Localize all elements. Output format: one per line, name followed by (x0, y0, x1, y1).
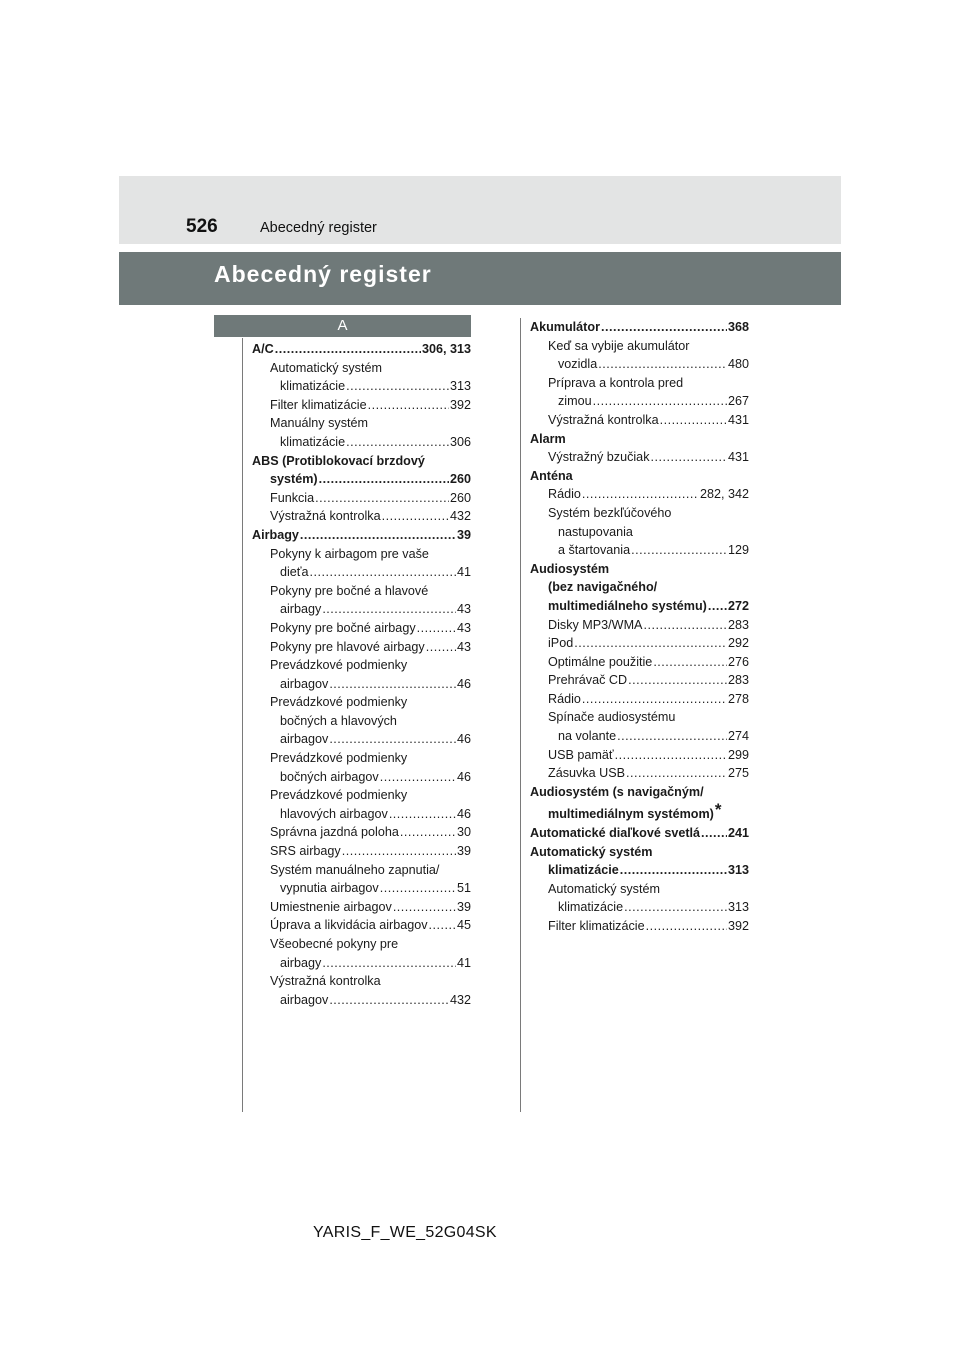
dot-leader (346, 433, 449, 452)
index-entry (530, 917, 749, 936)
entry-label: USB pamäť (548, 747, 614, 762)
dot-leader (315, 489, 449, 508)
entry-label: Funkcia (270, 490, 315, 505)
index-entry (252, 340, 471, 359)
dot-leader (382, 507, 449, 526)
heading-text: Manuálny systém (270, 416, 368, 431)
dot-leader (660, 411, 727, 430)
dot-leader (708, 597, 727, 616)
index-entry (252, 563, 471, 582)
entry-label: systém) (270, 472, 318, 487)
dot-leader (651, 448, 727, 467)
dot-leader (620, 861, 727, 880)
dot-leader (593, 392, 727, 411)
heading-text: Systém bezkľúčového (548, 505, 672, 520)
heading-text: Automatický systém (530, 844, 653, 859)
page-number: 526 (186, 216, 218, 237)
index-column-left (252, 340, 471, 1009)
entry-label: Umiestnenie airbagov (270, 899, 392, 914)
index-heading (252, 359, 471, 378)
dot-leader (329, 730, 456, 749)
index-entry (252, 470, 471, 489)
dot-leader (368, 396, 449, 415)
section-name: Abecedný register (260, 220, 377, 236)
heading-text: Keď sa vybije akumulátor (548, 338, 690, 353)
entry-page: 276 (727, 654, 749, 669)
index-entry (530, 485, 749, 504)
index-entry (252, 396, 471, 415)
entry-label: klimatizácie (280, 434, 346, 449)
index-entry (530, 746, 749, 765)
entry-page: 43 (456, 602, 471, 617)
dot-leader (346, 377, 449, 396)
dot-leader (329, 991, 449, 1010)
dot-leader (429, 916, 456, 935)
entry-page: 313 (727, 863, 749, 878)
dot-leader (582, 690, 727, 709)
index-entry (530, 764, 749, 783)
heading-text: Spínače audiosystému (548, 710, 676, 725)
dot-leader (380, 768, 456, 787)
index-heading (530, 560, 749, 579)
index-entry (530, 653, 749, 672)
index-entry (530, 861, 749, 880)
entry-page: 241 (727, 826, 749, 841)
dot-leader (601, 318, 727, 337)
entry-label: airbagov (280, 676, 329, 691)
heading-text: Audiosystém (s navigačným/ (530, 784, 704, 799)
entry-label: hlavových airbagov (280, 806, 388, 821)
entry-page: 292 (727, 636, 749, 651)
entry-label: iPod (548, 636, 574, 651)
entry-page: 41 (456, 955, 471, 970)
entry-page: 272 (727, 598, 749, 613)
dot-leader (617, 727, 727, 746)
index-entry (252, 507, 471, 526)
entry-label: Výstražný bzučiak (548, 450, 650, 465)
entry-label: Úprava a likvidácia airbagov (270, 918, 428, 933)
dot-leader (624, 898, 727, 917)
entry-label: SRS airbagy (270, 844, 341, 859)
entry-label: Filter klimatizácie (548, 919, 645, 933)
index-entry (530, 690, 749, 709)
index-entry (252, 526, 471, 545)
dot-leader (380, 879, 456, 898)
entry-page: 46 (456, 676, 471, 691)
entry-page: 39 (456, 844, 471, 859)
index-heading (252, 972, 471, 991)
dot-leader (400, 823, 456, 842)
dot-leader (329, 675, 456, 694)
entry-page: 299 (727, 747, 749, 762)
entry-page: 45 (456, 918, 471, 933)
heading-text: Všeobecné pokyny pre (270, 937, 399, 951)
entry-page: 129 (727, 543, 749, 558)
index-heading (252, 414, 471, 433)
index-heading (252, 712, 471, 731)
dot-leader (701, 824, 727, 843)
header-band (119, 176, 841, 244)
index-heading (252, 582, 471, 601)
dot-leader (653, 653, 727, 672)
entry-label: Zásuvka USB (548, 766, 625, 781)
index-entry (252, 991, 471, 1010)
heading-text: Pokyny pre bočné a hlavové (270, 583, 429, 598)
index-heading (252, 545, 471, 564)
entry-page: 39 (456, 899, 471, 914)
entry-label: klimatizácie (558, 900, 624, 915)
heading-text: bočných a hlavových (280, 713, 397, 728)
index-entry (252, 600, 471, 619)
index-entry (252, 768, 471, 787)
entry-page: 306 (449, 434, 471, 449)
entry-label: klimatizácie (548, 863, 619, 878)
index-heading (252, 786, 471, 805)
dot-leader (643, 616, 727, 635)
entry-page: 368 (727, 320, 749, 334)
heading-text: Prevádzkové podmienky (270, 751, 408, 766)
heading-text: Pokyny k airbagom pre vaše (270, 546, 429, 561)
entry-label: Správna jazdná poloha (270, 825, 399, 840)
index-heading (530, 504, 749, 523)
entry-label: na volante (558, 729, 617, 744)
index-heading (530, 467, 749, 486)
dot-leader (628, 671, 727, 690)
entry-page: 274 (727, 729, 749, 744)
index-entry (252, 842, 471, 861)
entry-page: 392 (449, 397, 471, 412)
heading-text: ABS (Protiblokovací brzdový (252, 453, 425, 468)
entry-page: 260 (449, 490, 471, 505)
entry-label: dieťa (280, 565, 309, 580)
dot-leader (631, 541, 727, 560)
entry-label: A/C (252, 342, 274, 356)
dot-leader (582, 485, 699, 504)
index-entry (530, 411, 749, 430)
entry-label: airbagov (280, 732, 329, 747)
dot-leader (322, 954, 456, 973)
entry-page: 39 (456, 527, 471, 542)
column-divider-left (242, 338, 243, 1112)
entry-label: Rádio (548, 691, 581, 706)
entry-page: 431 (727, 450, 749, 465)
dot-leader (389, 805, 456, 824)
entry-page: 283 (727, 673, 749, 688)
entry-page: 480 (727, 357, 749, 372)
index-entry (530, 541, 749, 560)
entry-label: Airbagy (252, 527, 299, 542)
index-entry (252, 879, 471, 898)
index-heading (530, 843, 749, 862)
dot-leader (615, 746, 727, 765)
heading-text: Systém manuálneho zapnutia/ (270, 862, 440, 877)
dot-leader (426, 638, 456, 657)
heading-text: Prevádzkové podmienky (270, 658, 408, 673)
dot-leader (646, 917, 727, 936)
index-heading (530, 523, 749, 542)
index-entry (530, 727, 749, 746)
entry-label: zimou (558, 394, 592, 409)
index-entry (252, 954, 471, 973)
footnote-star: * (714, 800, 722, 820)
index-heading (530, 337, 749, 356)
entry-label: multimediálneho systému) (548, 598, 707, 613)
heading-text: Automatický systém (548, 881, 660, 896)
entry-page: 43 (456, 620, 471, 635)
entry-label: airbagov (280, 992, 329, 1007)
entry-page: 306, 313 (421, 342, 471, 356)
entry-page: 46 (456, 806, 471, 821)
heading-text: Výstražná kontrolka (270, 974, 381, 989)
entry-page: 313 (449, 379, 471, 394)
entry-page: 43 (456, 639, 471, 654)
index-entry (252, 730, 471, 749)
index-entry (252, 898, 471, 917)
entry-page: 46 (456, 732, 471, 747)
index-entry (530, 898, 749, 917)
index-heading (530, 783, 749, 802)
entry-label: Akumulátor (530, 320, 600, 334)
index-entry (252, 619, 471, 638)
entry-label: Automatické diaľkové svetlá (530, 826, 701, 841)
dot-leader (319, 470, 449, 489)
dot-leader (417, 619, 456, 638)
entry-page: 267 (727, 394, 749, 409)
index-entry (252, 823, 471, 842)
heading-text: Prevádzkové podmienky (270, 695, 408, 710)
entry-label: Výstražná kontrolka (270, 509, 381, 524)
index-entry (252, 433, 471, 452)
entry-page: 275 (727, 766, 749, 781)
entry-page: 260 (449, 472, 471, 487)
index-heading (530, 708, 749, 727)
entry-label: Výstražná kontrolka (548, 412, 659, 427)
dot-leader (574, 634, 727, 653)
index-heading (252, 861, 471, 880)
dot-leader (626, 764, 727, 783)
index-column-right (530, 318, 749, 936)
entry-label: airbagy (280, 955, 322, 970)
index-entry (252, 489, 471, 508)
page-title: Abecedný register (214, 261, 432, 287)
entry-label: Pokyny pre hlavové airbagy (270, 639, 425, 654)
entry-page: 432 (449, 992, 471, 1007)
index-entry (530, 671, 749, 690)
dot-leader (393, 898, 456, 917)
entry-page: 431 (727, 412, 749, 427)
entry-label: klimatizácie (280, 379, 346, 394)
index-heading (530, 880, 749, 899)
index-entry (530, 392, 749, 411)
heading-text: nastupovania (558, 524, 633, 539)
index-heading (252, 749, 471, 768)
index-entry (530, 355, 749, 374)
column-divider-right (520, 318, 521, 1112)
index-entry (252, 675, 471, 694)
index-heading (530, 430, 749, 449)
index-entry (530, 597, 749, 616)
index-heading (530, 578, 749, 597)
heading-text: Audiosystém (530, 561, 610, 576)
entry-page: 283 (727, 617, 749, 632)
entry-label: Prehrávač CD (548, 673, 628, 688)
dot-leader (342, 842, 456, 861)
index-heading (252, 452, 471, 471)
entry-page: 51 (456, 881, 471, 896)
entry-page: 392 (727, 919, 749, 933)
index-heading (252, 693, 471, 712)
document-code: YARIS_F_WE_52G04SK (313, 1224, 497, 1241)
entry-page: 278 (727, 691, 749, 706)
dot-leader (275, 340, 421, 359)
index-entry (530, 634, 749, 653)
entry-label: Rádio (548, 487, 581, 502)
dot-leader (300, 526, 456, 545)
index-entry (252, 638, 471, 657)
entry-label: Pokyny pre bočné airbagy (270, 620, 416, 635)
entry-label: Optimálne použitie (548, 654, 653, 669)
heading-text: Príprava a kontrola pred (548, 375, 684, 390)
index-heading (530, 801, 749, 824)
heading-text: Prevádzkové podmienky (270, 788, 408, 803)
index-heading (530, 374, 749, 393)
heading-text: (bez navigačného/ (548, 580, 658, 595)
heading-text: Anténa (530, 468, 573, 483)
index-entry (252, 916, 471, 935)
index-entry (530, 448, 749, 467)
entry-page: 313 (727, 900, 749, 915)
index-entry (252, 805, 471, 824)
index-heading (252, 935, 471, 954)
entry-page: 30 (456, 825, 471, 840)
index-heading (252, 656, 471, 675)
entry-label: Disky MP3/WMA (548, 617, 643, 632)
entry-page: 282, 342 (699, 487, 749, 502)
entry-label: airbagy (280, 602, 322, 617)
entry-label: bočných airbagov (280, 769, 379, 784)
index-entry (252, 377, 471, 396)
entry-label: a štartovania (558, 543, 631, 558)
letter-heading: A (214, 315, 471, 337)
entry-page: 46 (456, 769, 471, 784)
entry-page: 432 (449, 509, 471, 524)
entry-label: vozidla (558, 357, 598, 372)
entry-label: Filter klimatizácie (270, 397, 367, 412)
heading-text: multimediálnym systémom) (548, 807, 714, 822)
dot-leader (598, 355, 727, 374)
heading-text: Automatický systém (270, 360, 382, 375)
entry-label: vypnutia airbagov (280, 881, 379, 896)
index-entry (530, 318, 749, 337)
heading-text: Alarm (530, 431, 566, 446)
entry-page: 41 (456, 565, 471, 580)
index-entry (530, 824, 749, 843)
dot-leader (310, 563, 456, 582)
index-entry (530, 616, 749, 635)
dot-leader (322, 600, 456, 619)
